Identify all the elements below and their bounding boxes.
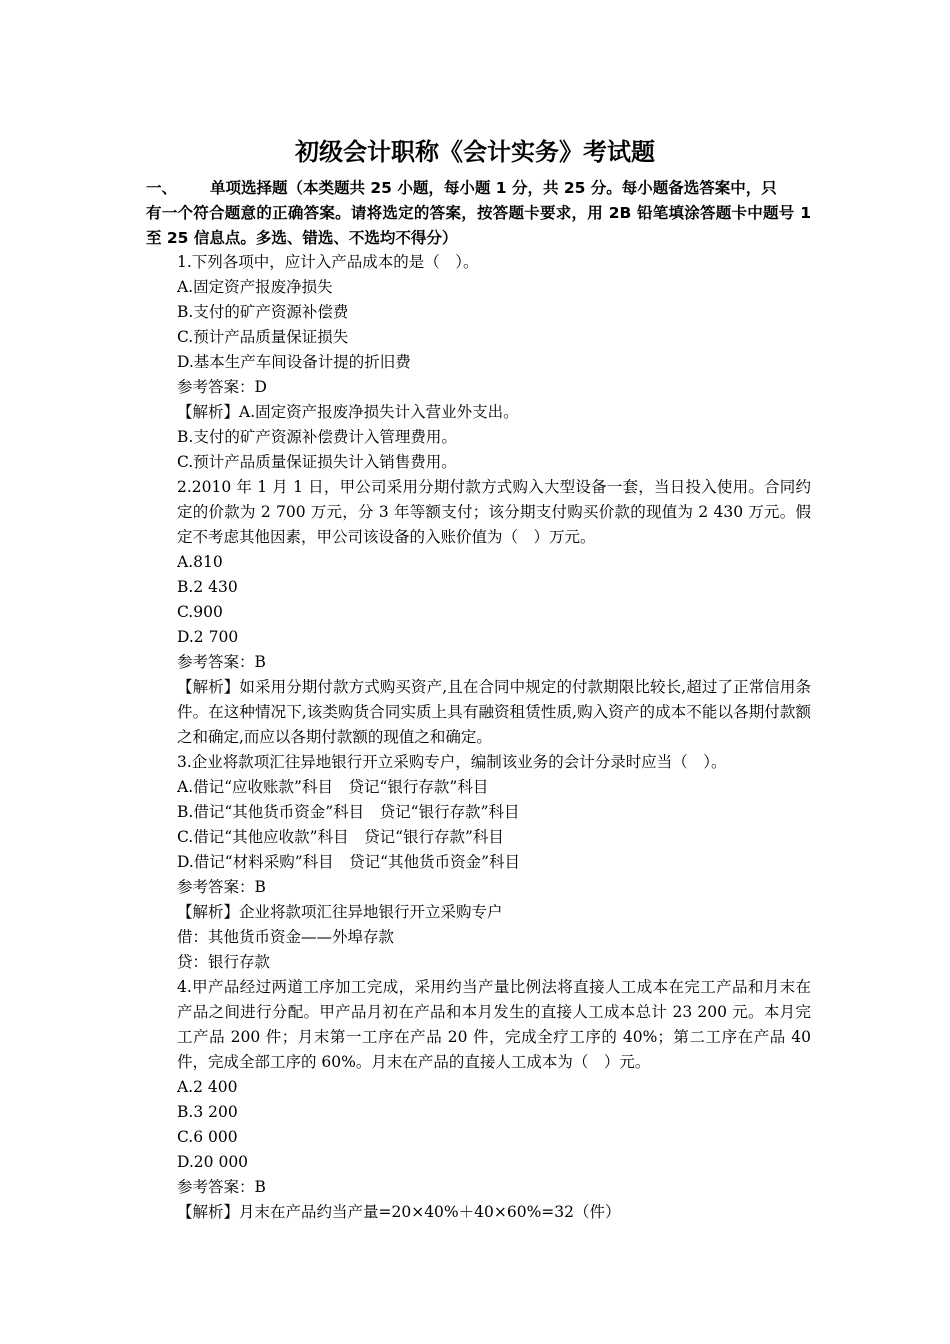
question-stem: 3.企业将款项汇往异地银行开立采购专户，编制该业务的会计分录时应当（ ）。 (177, 753, 727, 771)
option-c: C.借记“其他应收款”科目 贷记“银行存款”科目 (177, 828, 504, 846)
option-a: A.2 400 (177, 1078, 238, 1096)
questions-body (177, 250, 811, 1225)
analysis-line: 【解析】月末在产品约当产量=20×40%＋40×60%=32（件） (177, 1203, 621, 1221)
option-b: B.3 200 (177, 1103, 238, 1121)
reference-answer: 参考答案：B (177, 1178, 266, 1196)
section-heading-rest: 有一个符合题意的正确答案。请将选定的答案，按答题卡要求，用 2B 铅笔填涂答题卡中题号 1 至 25 信息点。多选、错选、不选均不得分） (146, 204, 811, 247)
option-c: C.900 (177, 603, 223, 621)
question-4 (177, 975, 811, 1225)
option-b: B.支付的矿产资源补偿费 (177, 303, 349, 321)
analysis-line: 贷：银行存款 (177, 953, 271, 971)
question-stem: 4.甲产品经过两道工序加工完成，采用约当产量比例法将直接人工成本在完工产品和月末在产品之间进行分配。甲产品月初在产品和本月发生的直接人工成本总计 23 200 元。本月完工产品 200 件；月末第一工序在产品 20 件，完成全疗工序的 40%；第二工序在产品 40 件，完成全部工序的 60%。月末在产品的直接人工成本为（ ）元。 (177, 978, 811, 1071)
option-b: B.2 430 (177, 578, 238, 596)
option-d: D.基本生产车间设备计提的折旧费 (177, 353, 411, 371)
reference-answer: 参考答案：D (177, 378, 267, 396)
option-b: B.借记“其他货币资金”科目 贷记“银行存款”科目 (177, 803, 520, 821)
option-c: C.预计产品质量保证损失 (177, 328, 349, 346)
reference-answer: 参考答案：B (177, 653, 266, 671)
question-1 (177, 250, 811, 475)
option-a: A.固定资产报废净损失 (177, 278, 333, 296)
question-2 (177, 475, 811, 750)
question-3 (177, 750, 811, 975)
page-title: 初级会计职称《会计实务》考试题 (295, 138, 655, 166)
option-d: D.20 000 (177, 1153, 249, 1171)
analysis-line: 【解析】A.固定资产报废净损失计入营业外支出。 (177, 403, 519, 421)
option-d: D.借记“材料采购”科目 贷记“其他货币资金”科目 (177, 853, 520, 871)
option-a: A.借记“应收账款”科目 贷记“银行存款”科目 (177, 778, 489, 796)
question-stem: 2.2010 年 1 月 1 日，甲公司采用分期付款方式购入大型设备一套，当日投入使用。合同约定的价款为 2 700 万元，分 3 年等额支付；该分期支付购买价款的现值为 2 430 万元。假定不考虑其他因素，甲公司该设备的入账价值为（ ）万元。 (177, 478, 811, 546)
section-heading (146, 176, 811, 251)
section-heading-first-line: 单项选择题（本类题共 25 小题，每小题 1 分，共 25 分。每小题备选答案中，只 (210, 179, 777, 197)
question-stem: 1.下列各项中，应计入产品成本的是（ ）。 (177, 253, 479, 271)
analysis-line: B.支付的矿产资源补偿费计入管理费用。 (177, 428, 457, 446)
analysis-line: 借：其他货币资金——外埠存款 (177, 928, 395, 946)
section-number: 一、 (146, 179, 178, 197)
analysis-line: C.预计产品质量保证损失计入销售费用。 (177, 453, 457, 471)
option-c: C.6 000 (177, 1128, 238, 1146)
option-d: D.2 700 (177, 628, 239, 646)
analysis-line: 【解析】企业将款项汇往异地银行开立采购专户 (177, 903, 503, 921)
option-a: A.810 (177, 553, 223, 571)
reference-answer: 参考答案：B (177, 878, 266, 896)
analysis-paragraph: 【解析】如采用分期付款方式购买资产,且在合同中规定的付款期限比较长,超过了正常信用条件。在这种情况下,该类购货合同实质上具有融资租赁性质,购入资产的成本不能以各期付款额之和确定,而应以各期付款额的现值之和确定。 (177, 678, 811, 746)
